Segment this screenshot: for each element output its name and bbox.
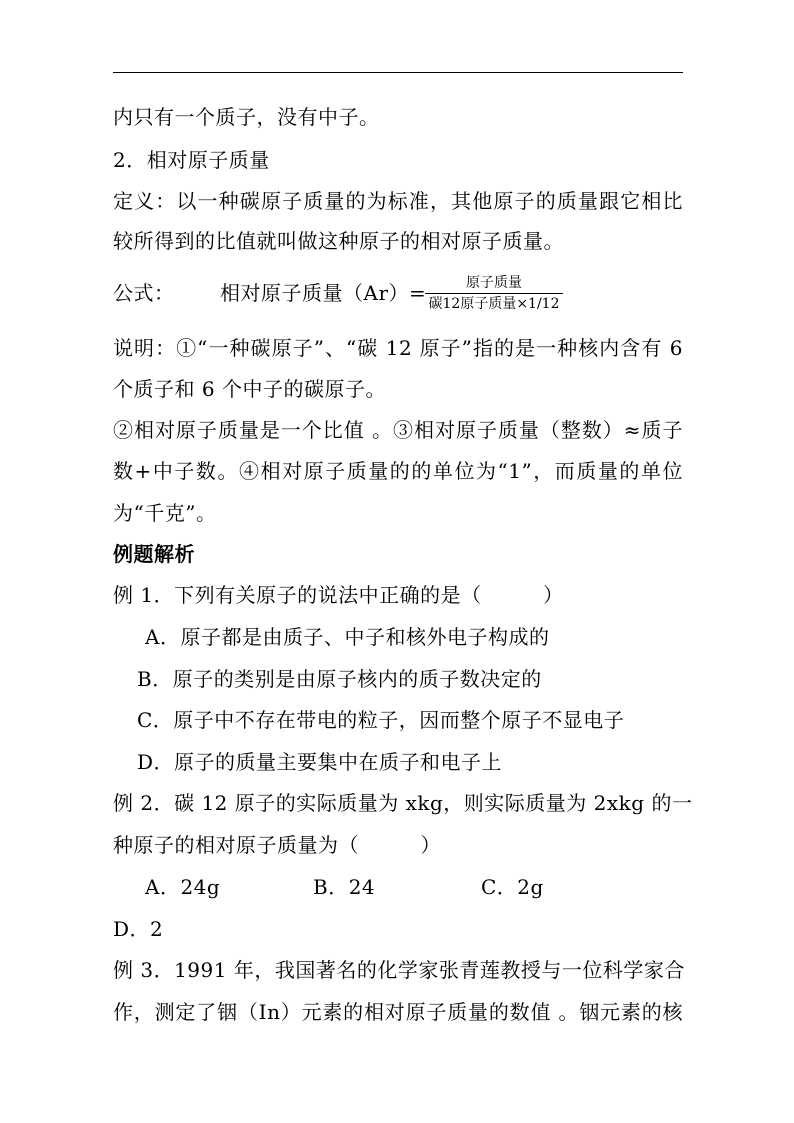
- example2-option-a: A．24g: [145, 875, 221, 899]
- example1-option-c: C．原子中不存在带电的粒子，因而整个原子不显电子: [137, 708, 625, 732]
- example1-option-d: D．原子的质量主要集中在质子和电子上: [137, 750, 503, 774]
- intro-continuation: 内只有一个质子，没有中子。: [113, 105, 380, 129]
- notes-line-2: 个质子和 6 个中子的碳原子。: [113, 377, 386, 401]
- example3-stem-line-2: 作，测定了铟（In）元素的相对原子质量的数值 。铟元素的核: [113, 1000, 683, 1024]
- example1-option-a: A．原子都是由质子、中子和核外电子构成的: [145, 625, 550, 649]
- example2-stem-line-1: 例 2．碳 12 原子的实际质量为 xkg，则实际质量为 2xkg 的一: [113, 791, 693, 815]
- formula-fraction: [425, 273, 563, 314]
- formula-label: 公式：: [113, 281, 175, 305]
- fraction-numerator: 原子质量: [466, 275, 522, 291]
- example3-stem-line-1: 例 3．1991 年，我国著名的化学家张青莲教授与一位科学家合: [113, 958, 685, 982]
- formula-lhs: 相对原子质量（Ar）=: [220, 281, 427, 305]
- example1-option-b: B．原子的类别是由原子核内的质子数决定的: [137, 667, 542, 691]
- example2-option-d: D．2: [113, 917, 164, 941]
- notes-line-5: 为“千克”。: [113, 501, 217, 525]
- section-heading: 2．相对原子质量: [113, 148, 270, 172]
- definition-line-2: 较所得到的比值就叫做这种原子的相对原子质量。: [113, 229, 564, 253]
- example2-stem-line-2: 种原子的相对原子质量为（ ）: [113, 833, 441, 857]
- example2-option-c: C．2g: [481, 875, 544, 899]
- example2-option-b: B．24: [313, 875, 376, 899]
- examples-heading: 例题解析: [113, 542, 195, 566]
- definition-line-1: 定义：以一种碳原子质量的为标准，其他原子的质量跟它相比: [113, 189, 683, 213]
- example1-stem: 例 1．下列有关原子的说法中正确的是（ ）: [113, 583, 564, 607]
- notes-line-1: 说明：①“一种碳原子”、“碳 12 原子”指的是一种核内含有 6: [113, 336, 683, 360]
- notes-line-4: 数+中子数。④相对原子质量的的单位为“1”，而质量的单位: [113, 459, 683, 483]
- header-rule: [113, 72, 683, 73]
- fraction-denominator: 碳12原子质量×1/12: [428, 296, 560, 312]
- notes-line-3: ②相对原子质量是一个比值 。③相对原子质量（整数）≈质子: [113, 418, 683, 442]
